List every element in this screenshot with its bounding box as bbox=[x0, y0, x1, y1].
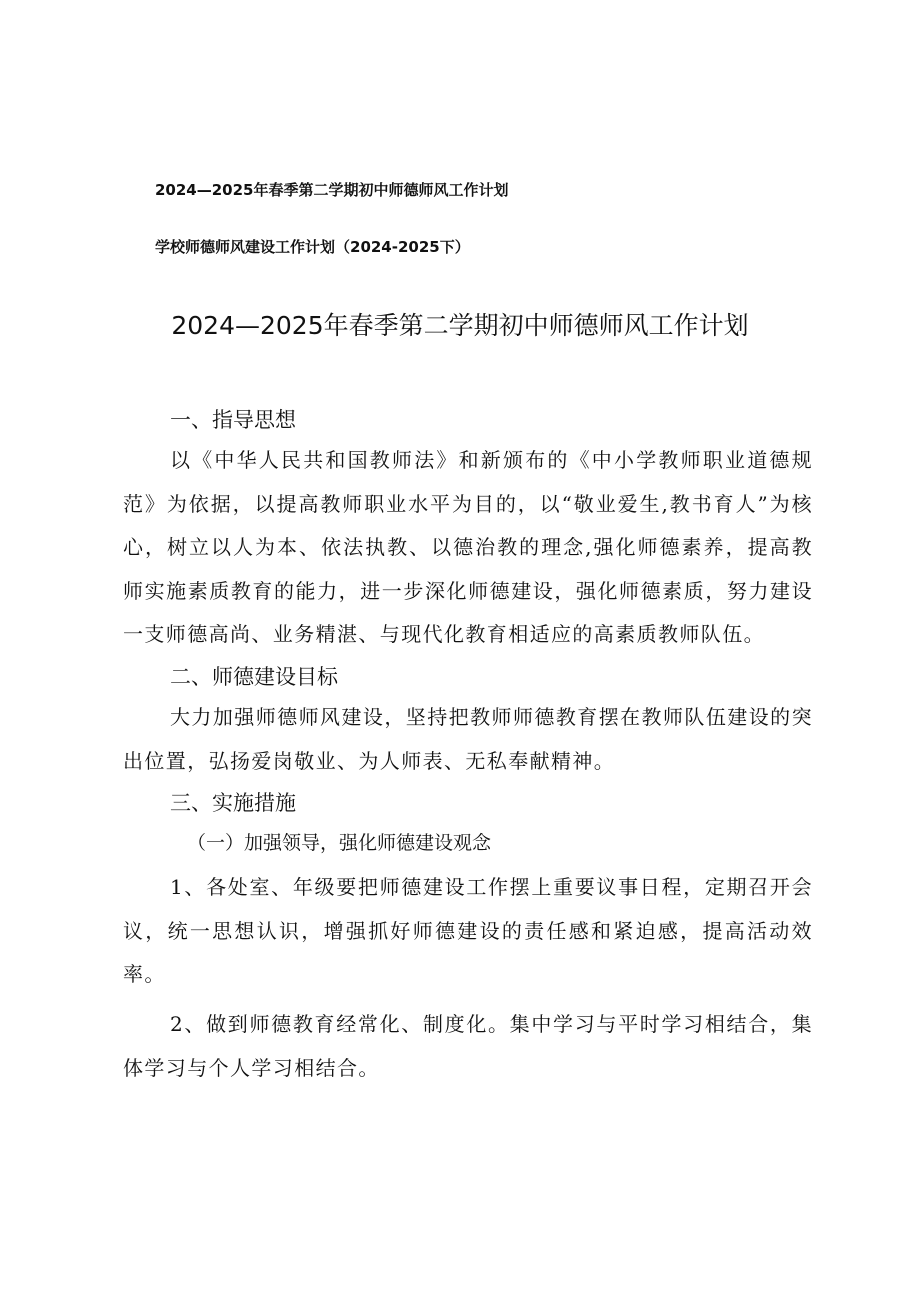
document-title: 2024—2025年春季第二学期初中师德师风工作计划 bbox=[171, 311, 749, 340]
section-heading-guiding-ideology: 一、指导思想 bbox=[170, 408, 296, 432]
toc-entry-1[interactable]: 2024—2025年春季第二学期初中师德师风工作计划 bbox=[155, 181, 509, 199]
document-body bbox=[123, 402, 813, 1090]
list-item-1: 1、各处室、年级要把师德建设工作摆上重要议事日程，定期召开会议，统一思想认识，增强抓好师德建设的责任感和紧迫感，提高活动效率。 bbox=[123, 875, 813, 987]
subsection-heading-leadership: （一）加强领导，强化师德建设观念 bbox=[187, 832, 492, 855]
section-heading-goals: 二、师德建设目标 bbox=[170, 664, 338, 689]
section-heading-measures: 三、实施措施 bbox=[170, 791, 296, 816]
toc-entry-2[interactable]: 学校师德师风建设工作计划（2024-2025下） bbox=[155, 238, 470, 256]
paragraph-goals: 大力加强师德师风建设，坚持把教师师德教育摆在教师队伍建设的突出位置，弘扬爱岗敬业、为人师表、无私奉献精神。 bbox=[123, 704, 813, 773]
list-item-2: 2、做到师德教育经常化、制度化。集中学习与平时学习相结合，集体学习与个人学习相结合。 bbox=[123, 1011, 813, 1080]
paragraph-guiding-ideology: 以《中华人民共和国教师法》和新颁布的《中小学教师职业道德规范》为依据，以提高教师职业水平为目的，以“敬业爱生,教书育人”为核心，树立以人为本、依法执教、以德治教的理念,强化师德素养，提高教师实施素质教育的能力，进一步深化师德建设，强化师德素质，努力建设一支师德高尚、业务精湛、与现代化教育相适应的高素质教师队伍。 bbox=[123, 448, 813, 647]
